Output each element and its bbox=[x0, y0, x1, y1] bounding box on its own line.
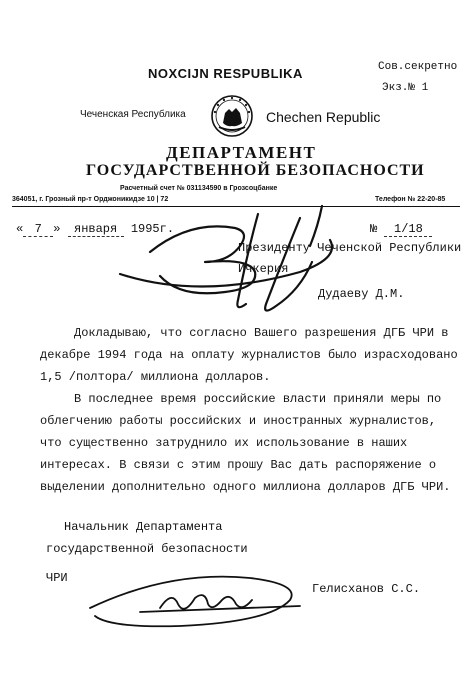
addressee-line2: Ичкерия bbox=[238, 262, 289, 276]
department-title-line2: ГОСУДАРСТВЕННОЙ БЕЗОПАСНОСТИ bbox=[86, 162, 425, 179]
date-month: января bbox=[68, 222, 124, 237]
account-line: Расчетный счет № 031134590 в Грозсоцбанке bbox=[120, 185, 278, 192]
signatory-title-line1: Начальник Департамента bbox=[64, 520, 223, 534]
republic-native-title: NOXCIJN RESPUBLIKA bbox=[148, 66, 303, 81]
addressee-line1: Президенту Чеченской Республики bbox=[238, 241, 462, 255]
body-paragraph-1-text: Докладываю, что согласно Вашего разрешения ДГБ ЧРИ в декабре 1994 года на оплату журналистов было израсходовано 1,5 /полтора/ миллиона долларов. bbox=[40, 326, 458, 384]
phone-line: Телефон № 22-20-85 bbox=[375, 196, 446, 203]
number-value: 1/18 bbox=[384, 222, 432, 237]
date-line: « 7 » января 1995г. bbox=[16, 222, 175, 236]
number-prefix: № bbox=[370, 222, 378, 236]
copy-number: Экз.№ 1 bbox=[382, 82, 429, 94]
body-paragraph-2-text: В последнее время российские власти приняли меры по облегчению работы российских и иностранных журналистов, что существенно затруднило их использование в наших интересах. В связи с этим прошу Вас дать распоряжение о выделении дополнительно одного миллиона долларов ДГБ ЧРИ. bbox=[40, 392, 451, 494]
signatory-name: Гелисханов С.С. bbox=[312, 582, 421, 596]
republic-en-title: Chechen Republic bbox=[266, 109, 381, 125]
address-line: 364051, г. Грозный пр-т Орджоникидзе 10 | 72 bbox=[12, 196, 169, 203]
republic-ru-title: Чеченская Республика bbox=[80, 109, 186, 120]
signatory-title-line2: государственной безопасности bbox=[46, 542, 248, 556]
addressee-line3: Дудаеву Д.М. bbox=[318, 287, 405, 301]
signatory-title-line3: ЧРИ bbox=[46, 571, 68, 585]
classification-mark: Сов.секретно bbox=[378, 61, 458, 73]
date-year: 1995г. bbox=[130, 222, 175, 236]
department-title-line1: ДЕПАРТАМЕНТ bbox=[166, 143, 317, 162]
date-day: 7 bbox=[23, 222, 53, 237]
